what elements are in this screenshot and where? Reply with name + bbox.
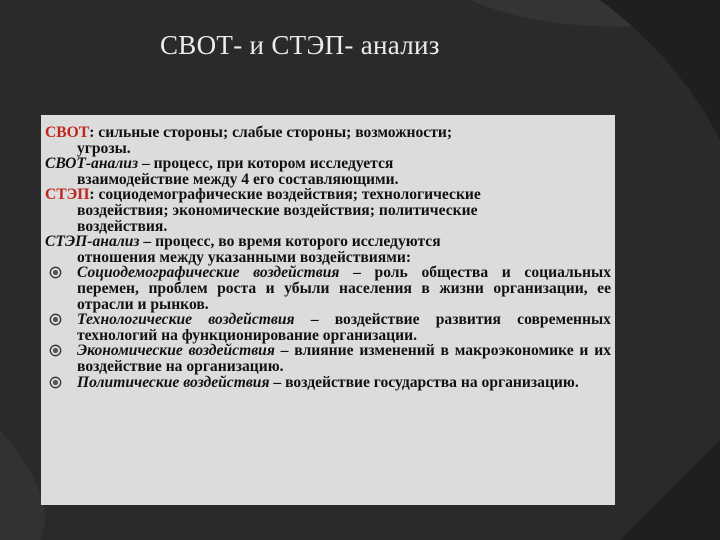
- step-text: : социодемографические воздействия; технологические: [89, 186, 481, 204]
- circle-bullet-icon: [49, 376, 62, 389]
- paragraph-svot-cont: угрозы.: [77, 139, 131, 157]
- slide-title: СВОТ- и СТЭП- анализ: [160, 30, 440, 60]
- svot-analysis-text: – процесс, при котором исследуется: [138, 155, 394, 173]
- bullet-item-polit: [45, 375, 611, 391]
- circle-bullet-icon: [49, 344, 62, 357]
- bullet-item-econ: [45, 343, 611, 374]
- bullet-term: Политические воздействия: [77, 373, 270, 391]
- bullet-term: Экономические воздействия: [77, 342, 275, 360]
- circle-bullet-icon: [49, 313, 62, 326]
- svot-analysis-term: СВОТ-анализ: [45, 155, 139, 173]
- paragraph-step-cont1: воздействия; экономические воздействия; политические: [77, 201, 478, 219]
- bullet-text: – воздействие развития современных технологий на функционирование организации.: [77, 311, 611, 344]
- bullet-item-tech: [45, 312, 611, 343]
- paragraph-step-cont2: воздействия.: [77, 217, 168, 235]
- svot-label: СВОТ: [45, 124, 90, 141]
- paragraph-svot-analysis-cont: взаимодействие между 4 его составляющими.: [77, 170, 399, 188]
- svot-text: : сильные стороны; слабые стороны; возможности;: [89, 124, 453, 141]
- paragraph-step-analysis-cont: отношения между указанными воздействиями:: [77, 248, 412, 266]
- paragraph-svot: [45, 125, 611, 141]
- bullet-item-socio: [45, 265, 611, 312]
- step-label: СТЭП: [45, 186, 90, 204]
- bullet-text: – влияние изменений в макроэкономике и их воздействие на организацию.: [77, 342, 611, 375]
- circle-bullet-icon: [49, 266, 62, 279]
- bullet-term: Технологические воздействия: [77, 311, 295, 329]
- bullet-text: – роль общества и социальных перемен, проблем роста и убыли населения в жизни организации, ее отрасли и рынков.: [77, 264, 611, 313]
- content-panel: [41, 115, 615, 505]
- bullet-term: Социодемографические воздействия: [77, 264, 340, 282]
- bullet-text: – воздействие государства на организацию.: [269, 373, 579, 391]
- paragraph-svot-analysis: [45, 156, 611, 172]
- step-analysis-term: СТЭП-анализ: [45, 233, 140, 251]
- paragraph-step-analysis: [45, 234, 611, 250]
- step-analysis-text: – процесс, во время которого исследуются: [139, 233, 441, 251]
- paragraph-step: [45, 187, 611, 203]
